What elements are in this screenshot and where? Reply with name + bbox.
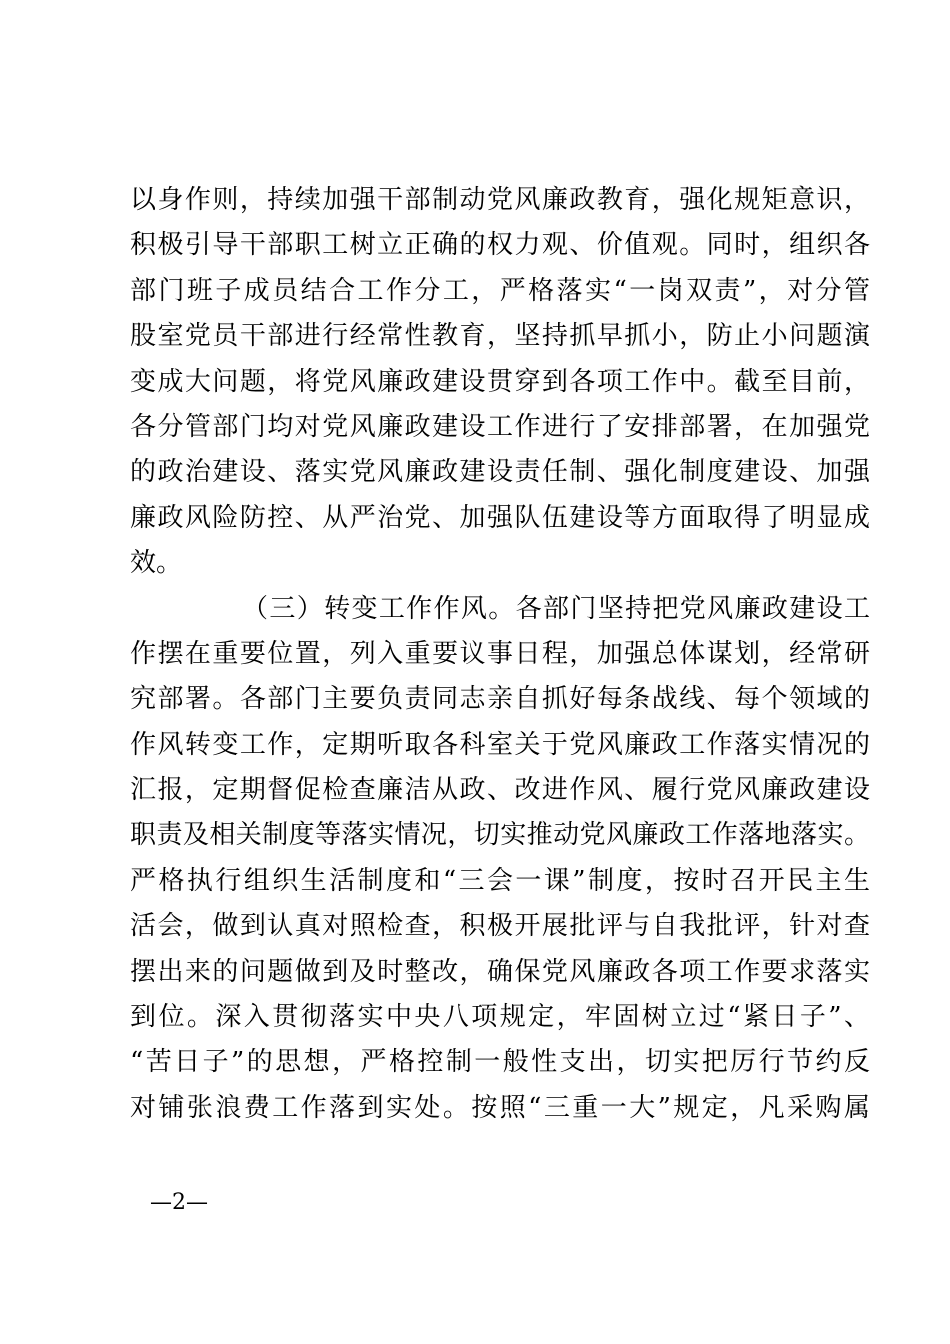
text-line: 以身作则，持续加强干部制动党风廉政教育，强化规矩意识， xyxy=(130,185,870,215)
text-line: 积极引导干部职工树立正确的权力观、价值观。同时，组织各 xyxy=(130,230,870,261)
text-line: 的政治建设、落实党风廉政建设责任制、强化制度建设、加强 xyxy=(130,457,870,488)
text-line: 作风转变工作，定期听取各科室关于党风廉政工作落实情况的 xyxy=(130,729,870,760)
text-line: 严格执行组织生活制度和“三会一课”制度，按时召开民主生 xyxy=(130,865,870,896)
text-line: 变成大问题，将党风廉政建设贯穿到各项工作中。截至目前， xyxy=(130,366,870,397)
text-line: 到位。深入贯彻落实中央八项规定，牢固树立过“紧日子”、 xyxy=(130,1002,870,1033)
text-line: 职责及相关制度等落实情况，切实推动党风廉政工作落地落实。 xyxy=(130,820,870,851)
text-line: 部门班子成员结合工作分工，严格落实“一岗双责”，对分管 xyxy=(130,275,870,306)
body-text xyxy=(130,178,870,1131)
text-line: 廉政风险防控、从严治党、加强队伍建设等方面取得了明显成 xyxy=(130,502,870,533)
text-line: 效。 xyxy=(130,548,183,579)
text-line: 活会，做到认真对照检查，积极开展批评与自我批评，针对查 xyxy=(130,911,870,942)
text-line: 摆出来的问题做到及时整改，确保党风廉政各项工作要求落实 xyxy=(130,956,870,987)
text-line: 股室党员干部进行经常性教育，坚持抓早抓小，防止小问题演 xyxy=(130,321,870,352)
section-heading-line: （三）转变工作作风。各部门坚持把党风廉政建设工 xyxy=(242,593,870,624)
page-number: —2— xyxy=(150,1190,208,1215)
text-line: 各分管部门均对党风廉政建设工作进行了安排部署，在加强党 xyxy=(130,411,870,442)
text-line: “苦日子”的思想，严格控制一般性支出，切实把厉行节约反 xyxy=(130,1047,870,1078)
text-line: 汇报，定期督促检查廉洁从政、改进作风、履行党风廉政建设 xyxy=(130,775,870,806)
text-line: 作摆在重要位置，列入重要议事日程，加强总体谋划，经常研 xyxy=(130,638,870,669)
text-line: 究部署。各部门主要负责同志亲自抓好每条战线、每个领域的 xyxy=(130,684,870,715)
text-line: 对铺张浪费工作落到实处。按照“三重一大”规定，凡采购属 xyxy=(130,1092,870,1123)
